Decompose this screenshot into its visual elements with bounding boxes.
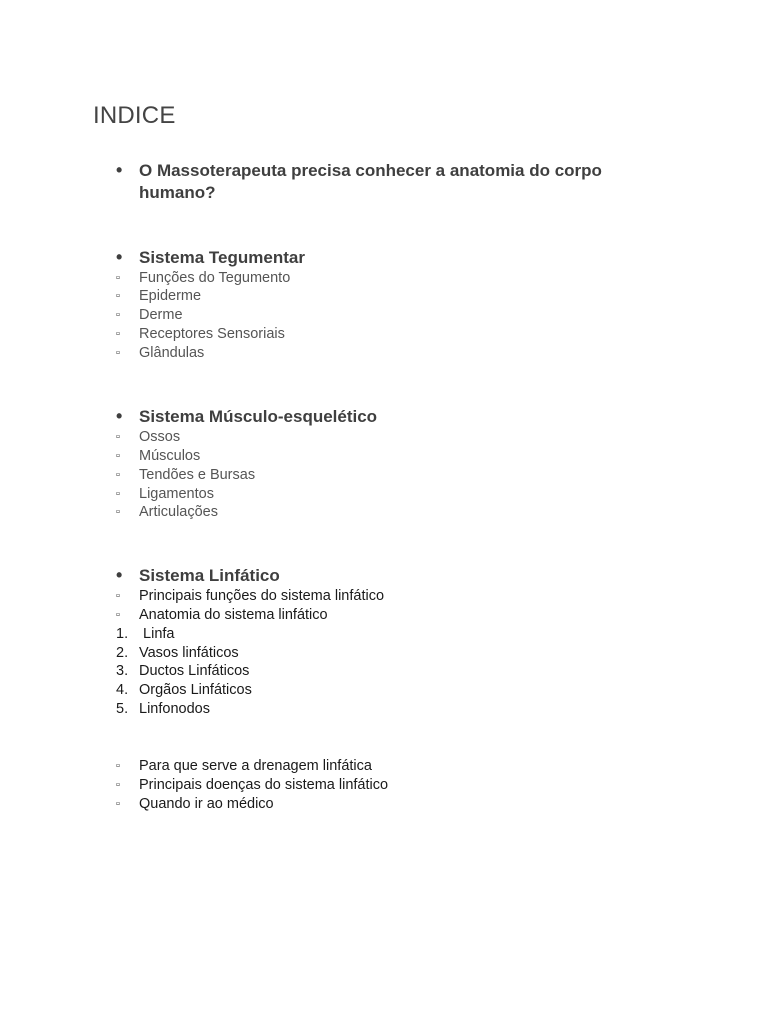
numbered-item-text: Orgãos Linfáticos — [139, 682, 252, 698]
bullet-marker: • — [116, 406, 123, 426]
number-marker: 2. — [116, 645, 129, 661]
square-marker: ▫ — [116, 779, 120, 791]
list-item-text: Articulações — [139, 504, 218, 520]
list-item-text: Funções do Tegumento — [139, 270, 291, 286]
number-marker: 1. — [116, 626, 129, 642]
square-marker: ▫ — [116, 450, 120, 462]
square-marker: ▫ — [116, 347, 120, 359]
square-marker: ▫ — [116, 590, 120, 602]
list-item-text: Ossos — [139, 429, 181, 445]
square-marker: ▫ — [116, 290, 120, 302]
list-item-text: Músculos — [139, 448, 201, 464]
list-item-text: Quando ir ao médico — [139, 796, 274, 812]
list-item-text: Principais funções do sistema linfático — [139, 588, 385, 604]
square-marker: ▫ — [116, 798, 120, 810]
number-marker: 4. — [116, 682, 129, 698]
question-text: O Massoterapeuta precisa conhecer a anatomia do corpo humano? — [139, 161, 602, 202]
numbered-item-text: Linfa — [139, 626, 175, 642]
square-marker: ▫ — [116, 488, 120, 500]
square-marker: ▫ — [116, 609, 120, 621]
list-item-text: Glândulas — [139, 345, 205, 361]
square-marker: ▫ — [116, 272, 120, 284]
square-marker: ▫ — [116, 309, 120, 321]
number-marker: 3. — [116, 663, 129, 679]
square-marker: ▫ — [116, 506, 120, 518]
square-marker: ▫ — [116, 431, 120, 443]
list-item-text: Anatomia do sistema linfático — [139, 607, 328, 623]
square-marker: ▫ — [116, 469, 120, 481]
list-item-text: Derme — [139, 307, 183, 323]
list-item-text: Ligamentos — [139, 486, 214, 502]
section-heading-text: Sistema Tegumentar — [139, 248, 305, 267]
numbered-item-text: Linfonodos — [139, 701, 210, 717]
bullet-marker: • — [116, 160, 123, 180]
section-heading-text: Sistema Músculo-esquelético — [139, 407, 378, 426]
list-item-text: Principais doenças do sistema linfático — [139, 777, 389, 793]
list-item-text: Epiderme — [139, 288, 202, 304]
list-item-text: Receptores Sensoriais — [139, 326, 285, 342]
square-marker: ▫ — [116, 328, 120, 340]
square-marker: ▫ — [116, 760, 120, 772]
list-item-text: Tendões e Bursas — [139, 467, 256, 483]
number-marker: 5. — [116, 701, 129, 717]
list-item-text: Para que serve a drenagem linfática — [139, 758, 372, 774]
bullet-marker: • — [116, 247, 123, 267]
section-heading-text: Sistema Linfático — [139, 566, 280, 585]
numbered-item-text: Vasos linfáticos — [139, 645, 239, 661]
bullet-marker: • — [116, 565, 123, 585]
numbered-item-text: Ductos Linfáticos — [139, 663, 250, 679]
page-title: INDICE — [93, 102, 176, 129]
